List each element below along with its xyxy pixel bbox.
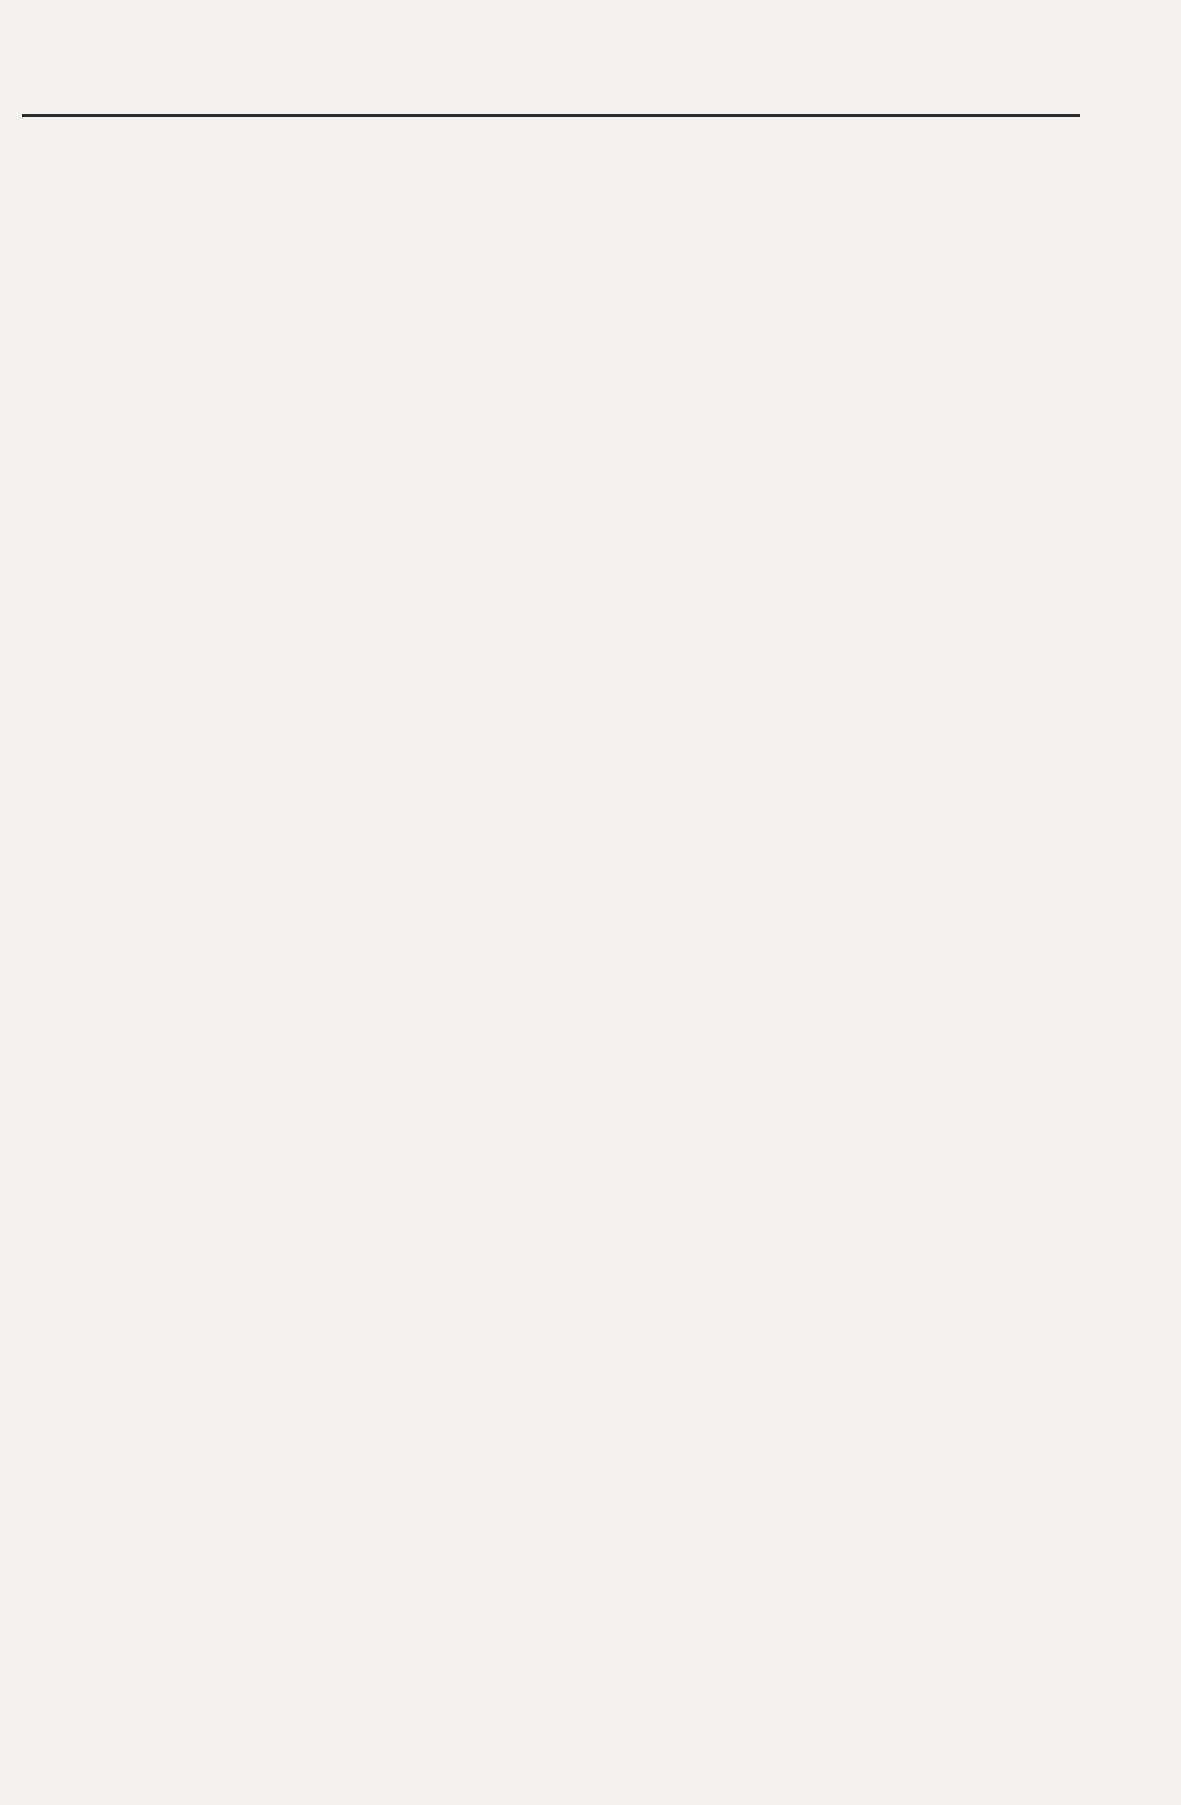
running-header [22,70,1080,117]
